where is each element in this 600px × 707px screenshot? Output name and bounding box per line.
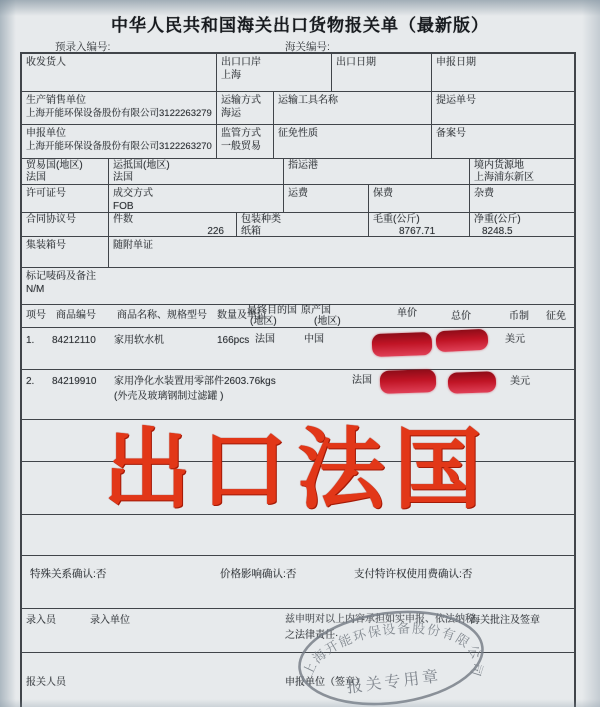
field-supervision-mode: 监管方式 一般贸易 [217, 125, 274, 158]
broker-label: 报关人员 [26, 677, 66, 688]
entry-unit-label: 录入单位 [90, 615, 130, 626]
row-marks-notes [22, 268, 574, 305]
col-dest-1: 最终目的国 [247, 305, 297, 316]
field-freight: 运费 [284, 185, 369, 212]
item2-no: 2. [26, 376, 35, 387]
field-license-no: 许可证号 [22, 185, 109, 212]
item1-dest: 法国 [255, 334, 275, 345]
item-row-1 [22, 328, 574, 370]
field-bill-no: 提运单号 [436, 95, 476, 106]
field-arrival-country: 运抵国(地区) 法国 [109, 159, 284, 184]
field-domestic-source: 境内货源地 上海浦东新区 [474, 160, 534, 183]
field-declarer: 申报单位 上海开能环保设备股份有限公司3122263270 [22, 125, 217, 158]
stamp-type-text: 报关专用章 [345, 666, 443, 697]
customs-note-label: 海关批注及签章 [470, 615, 540, 626]
row-declarer [22, 125, 574, 159]
col-name: 商品名称、规格型号 [117, 310, 207, 321]
photo-shade-left [0, 0, 16, 707]
row-countries [22, 159, 574, 185]
row-license-fees [22, 185, 574, 213]
item1-qty: 166pcs [217, 335, 250, 346]
photo-shade-right [582, 0, 600, 707]
pre-entry-number-label: 预录入编号: [55, 41, 111, 53]
items-header [22, 305, 574, 328]
declaration-line2: 之法律责任· [285, 630, 339, 641]
item-row-2 [22, 370, 574, 420]
item1-code: 84212110 [52, 335, 96, 346]
declaration-line1: 兹申明对以上内容承担如实申报、依法纳税 [285, 614, 475, 625]
item1-name: 家用软水机 [114, 335, 164, 346]
col-currency: 币制 [509, 311, 529, 322]
item2-name-line2: (外壳及玻璃钢制过滤罐 ) [114, 391, 224, 402]
col-code: 商品编号 [56, 310, 96, 321]
special-relation-confirm: 特殊关系确认:否 [30, 568, 107, 580]
col-item-no: 项号 [26, 310, 46, 321]
field-trade-country: 贸易国(地区) 法国 [22, 159, 109, 184]
field-deal-mode: 成交方式 FOB [109, 185, 284, 212]
row-producer [22, 92, 574, 125]
export-france-watermark: 出口法国 [103, 418, 492, 521]
item1-origin: 中国 [304, 334, 324, 345]
field-insurance: 保费 [369, 185, 470, 212]
col-unit-price: 单价 [397, 308, 417, 319]
item2-currency: 美元 [510, 376, 530, 387]
col-dest-2: (地区) [250, 316, 277, 327]
item2-unit-price-redaction [380, 369, 437, 394]
field-attached-docs: 随附单证 [113, 240, 153, 251]
page-title: 中华人民共和国海关出口货物报关单（最新版） [111, 16, 489, 35]
field-contract-no: 合同协议号 [22, 213, 109, 236]
field-gross-weight: 毛重(公斤) 8767.71 [369, 213, 470, 236]
field-export-date: 出口日期 [332, 54, 432, 91]
item2-dest: 法国 [352, 375, 372, 386]
declarer-sign-label: 申报单位（签章） [285, 677, 365, 688]
row-container [22, 237, 574, 268]
row-confirmations [22, 556, 574, 609]
empty-row-3 [22, 515, 574, 556]
item1-total-price-redaction [435, 329, 488, 353]
customs-number-label: 海关编号: [285, 41, 330, 53]
col-total-price: 总价 [451, 311, 471, 322]
row-contract-weights [22, 213, 574, 237]
field-exemption-nature: 征免性质 [274, 125, 432, 158]
field-producer: 生产销售单位 上海开能环保设备股份有限公司3122263279 [22, 92, 217, 124]
field-pack-type: 包装种类 纸箱 [237, 213, 369, 236]
item1-currency: 美元 [505, 334, 525, 345]
field-destination-port: 指运港 [284, 159, 470, 184]
declaration-form [20, 52, 576, 707]
price-influence-confirm: 价格影响确认:否 [220, 568, 297, 580]
field-declare-date: 申报日期 [436, 57, 476, 68]
col-origin-1: 原产国 [301, 305, 331, 316]
field-packages: 件数 226 [109, 213, 237, 236]
field-export-port: 出口口岸 上海 [217, 54, 332, 91]
item2-total-price-redaction [448, 371, 497, 394]
field-shipper: 收发货人 [22, 54, 217, 91]
field-record-no: 备案号 [436, 128, 466, 139]
item2-name: 家用净化水装置用零部件2603.76kgs [114, 376, 276, 387]
item2-code: 84219910 [52, 376, 97, 387]
item1-no: 1. [26, 335, 35, 346]
item1-unit-price-redaction [372, 332, 433, 357]
field-transport-mode: 运输方式 海运 [217, 92, 274, 124]
field-net-weight: 净重(公斤) 8248.5 [474, 214, 521, 236]
row-consignor [22, 54, 574, 92]
royalty-confirm: 支付特许权使用费确认:否 [354, 568, 473, 580]
col-qty: 数量及单位 [217, 310, 267, 321]
entry-clerk-label: 录入员 [26, 615, 56, 626]
field-transport-name: 运输工具名称 [274, 92, 432, 124]
col-exempt: 征免 [546, 311, 566, 322]
field-marks-notes: 标记唛码及备注 N/M [26, 271, 96, 295]
field-container-no: 集装箱号 [22, 237, 109, 267]
field-misc-fees: 杂费 [474, 188, 494, 199]
col-origin-2: (地区) [314, 316, 341, 327]
stamp-company-text: 上海开能环保设备股份有限公司 [301, 621, 485, 680]
